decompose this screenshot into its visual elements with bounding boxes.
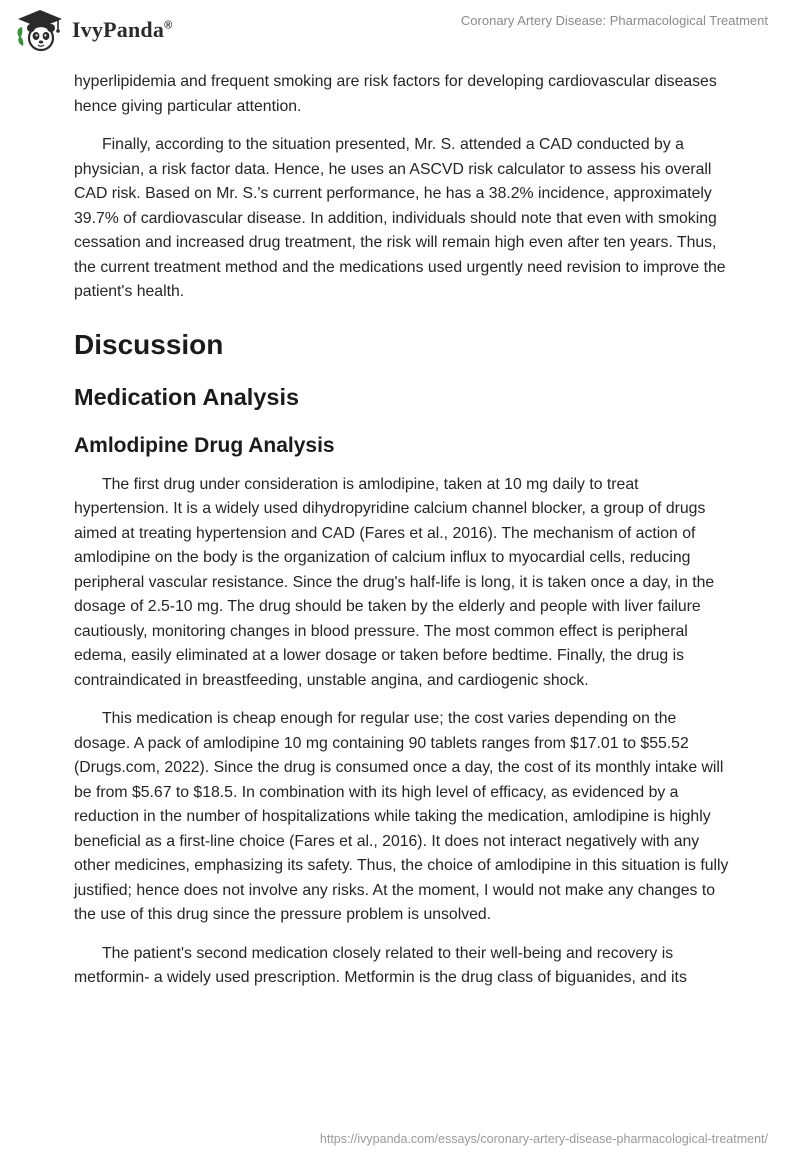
page-header (0, 0, 800, 64)
ivypanda-logo[interactable] (14, 8, 172, 52)
logo-text: IvyPanda® (72, 17, 173, 42)
document-title: Coronary Artery Disease: Pharmacological Treatment (460, 13, 768, 28)
paragraph: The first drug under consideration is amlodipine, taken at 10 mg daily to treat hypertension. It is a widely used dihydropyridine calcium channel blocker, a group of drugs aimed at treating hypertension and CAD (Fares et al., 2016). The mechanism of action of amlodipine on the body is the organization of calcium influx to myocardial cells, reducing peripheral vascular resistance. Since the drug's half-life is long, it is taken once a day, in the dosage of 2.5-10 mg. The drug should be taken by the elderly and people with liver failure cautiously, monitoring changes in blood pressure. The most common effect is peripheral edema, easily eliminated at a lower dosage or taken before bedtime. Finally, the drug is contraindicated in breastfeeding, unstable angina, and cardiogenic shock. (74, 475, 715, 689)
paragraph: Finally, according to the situation presented, Mr. S. attended a CAD conducted by a physician, a risk factor data. Hence, he uses an ASCVD risk calculator to assess his overall CAD risk. Based on Mr. S.'s current performance, he has a 38.2% incidence, approximately 39.7% of cardiovascular disease. In addition, individuals should note that even with smoking cessation and increased drug treatment, the risk will remain high even after ten years. Thus, the current treatment method and the medications used urgently need revision to improve the patient's health. (74, 136, 726, 300)
paragraph: The patient's second medication closely related to their well-being and recovery is metformin- a widely used prescription. Metformin is the drug class of biguanides, and its (74, 944, 687, 986)
panda-graduate-icon (14, 8, 66, 52)
subsection-heading-medication-analysis: Medication Analysis (74, 383, 300, 410)
source-url-link[interactable]: https://ivypanda.com/essays/coronary-artery-disease-pharmacological-treatment/ (319, 1132, 768, 1146)
registered-mark: ® (164, 19, 173, 32)
paragraph: hyperlipidemia and frequent smoking are risk factors for developing cardiovascular diseases hence giving particular attention. (74, 73, 717, 115)
subsubsection-heading-amlodipine: Amlodipine Drug Analysis (74, 433, 335, 457)
paragraph: This medication is cheap enough for regular use; the cost varies depending on the dosage. A pack of amlodipine 10 mg containing 90 tablets ranges from $17.01 to $55.52 (Drugs.com, 2022). Since the drug is consumed once a day, the cost of its monthly intake will be from $5.67 to $18.5. In combination with its high level of efficacy, as evidenced by a reduction in the number of hospitalizations while taking the medication, amlodipine is highly beneficial as a first-line choice (Fares et al., 2016). It does not interact negatively with any other medicines, emphasizing its safety. Thus, the choice of amlodipine in this situation is fully justified; hence does not involve any risks. At the moment, I would not make any changes to the use of this drug since the pressure problem is unsolved. (74, 710, 729, 923)
section-heading-discussion: Discussion (74, 328, 224, 360)
article-body (74, 70, 734, 1005)
